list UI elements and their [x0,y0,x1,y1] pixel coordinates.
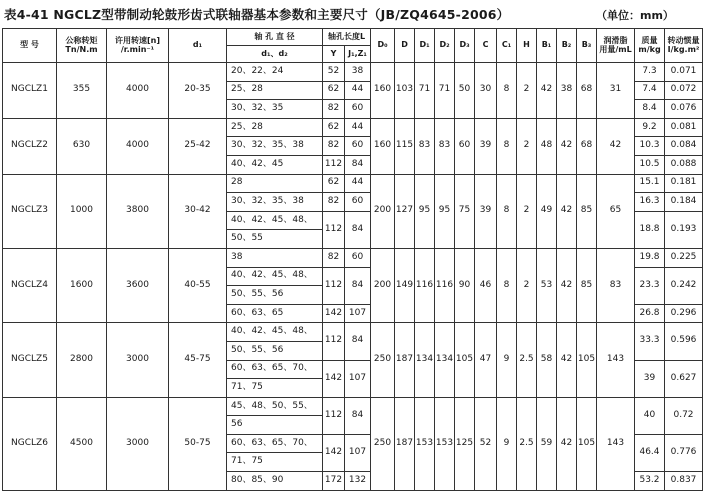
cell-bore: 30、32、35 [227,100,323,119]
cell-B3: 105 [577,323,597,397]
cell-D0: 250 [371,323,395,397]
cell-bore: 30、32、35、38 [227,193,323,212]
cell-torque: 1000 [57,174,107,248]
cell-C1: 8 [497,118,517,174]
cell-bore: 80、85、90 [227,472,323,491]
cell-B3: 68 [577,118,597,174]
header-mass: 质量 m/kg [635,29,665,63]
cell-J: 60 [345,193,371,212]
cell-inertia: 0.837 [665,472,703,491]
cell-B2: 42 [557,248,577,322]
cell-inertia: 0.072 [665,81,703,100]
cell-H: 2 [517,118,537,174]
cell-model: NGCLZ1 [3,63,57,119]
cell-J: 60 [345,137,371,156]
cell-mass: 53.2 [635,472,665,491]
header-bore: 轴 孔 直 径 [227,29,323,46]
cell-D2: 153 [435,397,455,490]
header-B3: B₃ [577,29,597,63]
cell-mass: 7.3 [635,63,665,82]
cell-d1: 50-75 [169,397,227,490]
cell-model: NGCLZ5 [3,323,57,397]
header-D2: D₂ [435,29,455,63]
cell-C: 52 [475,397,497,490]
cell-grease: 143 [597,323,635,397]
cell-mass: 10.5 [635,155,665,174]
cell-torque: 1600 [57,248,107,322]
table-body [3,63,703,491]
cell-H: 2 [517,248,537,322]
cell-d1: 25-42 [169,118,227,174]
cell-C: 39 [475,174,497,248]
cell-Y: 62 [323,174,345,193]
cell-inertia: 0.071 [665,63,703,82]
cell-D: 149 [395,248,415,322]
cell-Y: 112 [323,155,345,174]
table-row [3,63,703,82]
table-title: 表4-41 NGCLZ型带制动轮鼓形齿式联轴器基本参数和主要尺寸（JB/ZQ4645-2006） [4,7,510,22]
cell-d1: 40-55 [169,248,227,322]
cell-inertia: 0.296 [665,304,703,323]
cell-B1: 49 [537,174,557,248]
header-model: 型 号 [3,29,57,63]
header-bore-sub: d₁、d₂ [227,46,323,63]
cell-D3: 105 [455,323,475,397]
header-speed: 许用转速[n] /r.min⁻¹ [107,29,169,63]
cell-torque: 630 [57,118,107,174]
cell-grease: 42 [597,118,635,174]
cell-mass: 46.4 [635,434,665,471]
cell-J: 44 [345,118,371,137]
cell-H: 2.5 [517,397,537,490]
cell-d1: 45-75 [169,323,227,397]
cell-grease: 83 [597,248,635,322]
cell-D1: 116 [415,248,435,322]
cell-bore: 28 [227,174,323,193]
header-H: H [517,29,537,63]
cell-D2: 134 [435,323,455,397]
cell-C1: 8 [497,248,517,322]
cell-mass: 26.8 [635,304,665,323]
cell-D1: 134 [415,323,435,397]
header-D0: D₀ [371,29,395,63]
cell-bore: 60、63、65 [227,304,323,323]
cell-mass: 19.8 [635,248,665,267]
cell-model: NGCLZ2 [3,118,57,174]
cell-bore: 71、75 [227,453,323,472]
cell-torque: 355 [57,63,107,119]
cell-J: 60 [345,100,371,119]
header-J: J₁,Z₁ [345,46,371,63]
cell-grease: 143 [597,397,635,490]
cell-J: 84 [345,397,371,434]
cell-D: 127 [395,174,415,248]
cell-Y: 62 [323,81,345,100]
cell-B3: 68 [577,63,597,119]
cell-J: 38 [345,63,371,82]
cell-Y: 82 [323,193,345,212]
cell-inertia: 0.596 [665,323,703,360]
cell-D1: 83 [415,118,435,174]
header-hole-length: 轴孔长度L [323,29,371,46]
cell-bore: 60、63、65、70、 [227,360,323,379]
table-row [3,248,703,267]
cell-Y: 82 [323,248,345,267]
cell-inertia: 0.184 [665,193,703,212]
title-row [0,0,705,26]
cell-Y: 82 [323,137,345,156]
cell-d1: 20-35 [169,63,227,119]
cell-Y: 52 [323,63,345,82]
cell-inertia: 0.225 [665,248,703,267]
cell-Y: 62 [323,118,345,137]
cell-J: 84 [345,211,371,248]
header-inertia: 转动惯量 I/kg.m² [665,29,703,63]
cell-B3: 85 [577,248,597,322]
cell-C: 47 [475,323,497,397]
cell-B2: 42 [557,174,577,248]
cell-C1: 9 [497,397,517,490]
header-grease: 润滑脂 用量/mL [597,29,635,63]
cell-B1: 59 [537,397,557,490]
table-row [3,323,703,342]
cell-D0: 200 [371,248,395,322]
cell-bore: 50、55、56 [227,286,323,305]
cell-J: 44 [345,81,371,100]
cell-J: 107 [345,434,371,471]
cell-D0: 160 [371,63,395,119]
cell-mass: 40 [635,397,665,434]
cell-B1: 53 [537,248,557,322]
cell-D3: 50 [455,63,475,119]
cell-B3: 85 [577,174,597,248]
cell-D3: 60 [455,118,475,174]
cell-bore: 40、42、45 [227,155,323,174]
cell-inertia: 0.72 [665,397,703,434]
header-torque: 公称转矩 Tn/N.m [57,29,107,63]
cell-J: 84 [345,155,371,174]
cell-model: NGCLZ6 [3,397,57,490]
table-row [3,118,703,137]
cell-Y: 112 [323,211,345,248]
cell-D3: 125 [455,397,475,490]
cell-mass: 8.4 [635,100,665,119]
cell-bore: 45、48、50、55、 [227,397,323,416]
cell-B2: 38 [557,63,577,119]
cell-bore: 56 [227,416,323,435]
cell-mass: 16.3 [635,193,665,212]
cell-D: 187 [395,397,415,490]
cell-D3: 75 [455,174,475,248]
cell-Y: 142 [323,434,345,471]
cell-Y: 142 [323,360,345,397]
cell-C: 30 [475,63,497,119]
cell-J: 84 [345,267,371,304]
cell-inertia: 0.088 [665,155,703,174]
cell-J: 60 [345,248,371,267]
cell-mass: 10.3 [635,137,665,156]
header-D3: D₃ [455,29,475,63]
cell-mass: 33.3 [635,323,665,360]
cell-Y: 112 [323,323,345,360]
table-row [3,397,703,416]
cell-bore: 38 [227,248,323,267]
cell-D: 103 [395,63,415,119]
cell-H: 2.5 [517,323,537,397]
cell-C: 39 [475,118,497,174]
cell-B2: 42 [557,118,577,174]
cell-inertia: 0.181 [665,174,703,193]
cell-J: 84 [345,323,371,360]
cell-D0: 200 [371,174,395,248]
cell-mass: 15.1 [635,174,665,193]
cell-model: NGCLZ4 [3,248,57,322]
cell-B1: 48 [537,118,557,174]
cell-B1: 42 [537,63,557,119]
cell-D0: 160 [371,118,395,174]
cell-B2: 42 [557,397,577,490]
cell-mass: 7.4 [635,81,665,100]
coupling-parameter-table [2,28,703,491]
table-row [3,174,703,193]
header-B1: B₁ [537,29,557,63]
cell-D3: 90 [455,248,475,322]
cell-D: 115 [395,118,415,174]
cell-mass: 23.3 [635,267,665,304]
cell-inertia: 0.081 [665,118,703,137]
cell-torque: 2800 [57,323,107,397]
cell-bore: 60、63、65、70、 [227,434,323,453]
cell-mass: 18.8 [635,211,665,248]
cell-speed: 3000 [107,323,169,397]
cell-Y: 172 [323,472,345,491]
header-C: C [475,29,497,63]
cell-J: 132 [345,472,371,491]
cell-D2: 83 [435,118,455,174]
cell-J: 107 [345,304,371,323]
cell-D2: 95 [435,174,455,248]
cell-Y: 142 [323,304,345,323]
cell-J: 44 [345,174,371,193]
unit-label: （单位：mm） [596,9,674,22]
header-B2: B₂ [557,29,577,63]
cell-B1: 58 [537,323,557,397]
cell-bore: 25、28 [227,118,323,137]
cell-H: 2 [517,174,537,248]
cell-bore: 40、42、45、48、 [227,267,323,286]
cell-inertia: 0.627 [665,360,703,397]
cell-model: NGCLZ3 [3,174,57,248]
cell-inertia: 0.084 [665,137,703,156]
cell-speed: 4000 [107,118,169,174]
cell-d1: 30-42 [169,174,227,248]
header-D1: D₁ [415,29,435,63]
cell-speed: 3600 [107,248,169,322]
cell-inertia: 0.076 [665,100,703,119]
cell-D0: 250 [371,397,395,490]
cell-Y: 112 [323,267,345,304]
cell-grease: 31 [597,63,635,119]
cell-inertia: 0.242 [665,267,703,304]
cell-speed: 3800 [107,174,169,248]
cell-C1: 8 [497,174,517,248]
cell-bore: 40、42、45、48、 [227,211,323,230]
cell-C1: 8 [497,63,517,119]
cell-mass: 9.2 [635,118,665,137]
cell-mass: 39 [635,360,665,397]
cell-bore: 50、55 [227,230,323,249]
header-Y: Y [323,46,345,63]
cell-torque: 4500 [57,397,107,490]
cell-D2: 116 [435,248,455,322]
cell-inertia: 0.776 [665,434,703,471]
cell-bore: 50、55、56 [227,341,323,360]
cell-Y: 82 [323,100,345,119]
header-d1: d₁ [169,29,227,63]
cell-speed: 4000 [107,63,169,119]
cell-H: 2 [517,63,537,119]
cell-D1: 95 [415,174,435,248]
cell-bore: 40、42、45、48、 [227,323,323,342]
cell-grease: 65 [597,174,635,248]
cell-inertia: 0.193 [665,211,703,248]
cell-B3: 105 [577,397,597,490]
cell-D: 187 [395,323,415,397]
cell-bore: 25、28 [227,81,323,100]
cell-bore: 30、32、35、38 [227,137,323,156]
header-D: D [395,29,415,63]
cell-D1: 71 [415,63,435,119]
cell-J: 107 [345,360,371,397]
cell-D2: 71 [435,63,455,119]
cell-C1: 9 [497,323,517,397]
header-C1: C₁ [497,29,517,63]
cell-C: 46 [475,248,497,322]
cell-Y: 112 [323,397,345,434]
cell-bore: 20、22、24 [227,63,323,82]
cell-D1: 153 [415,397,435,490]
cell-bore: 71、75 [227,379,323,398]
cell-speed: 3000 [107,397,169,490]
cell-B2: 42 [557,323,577,397]
